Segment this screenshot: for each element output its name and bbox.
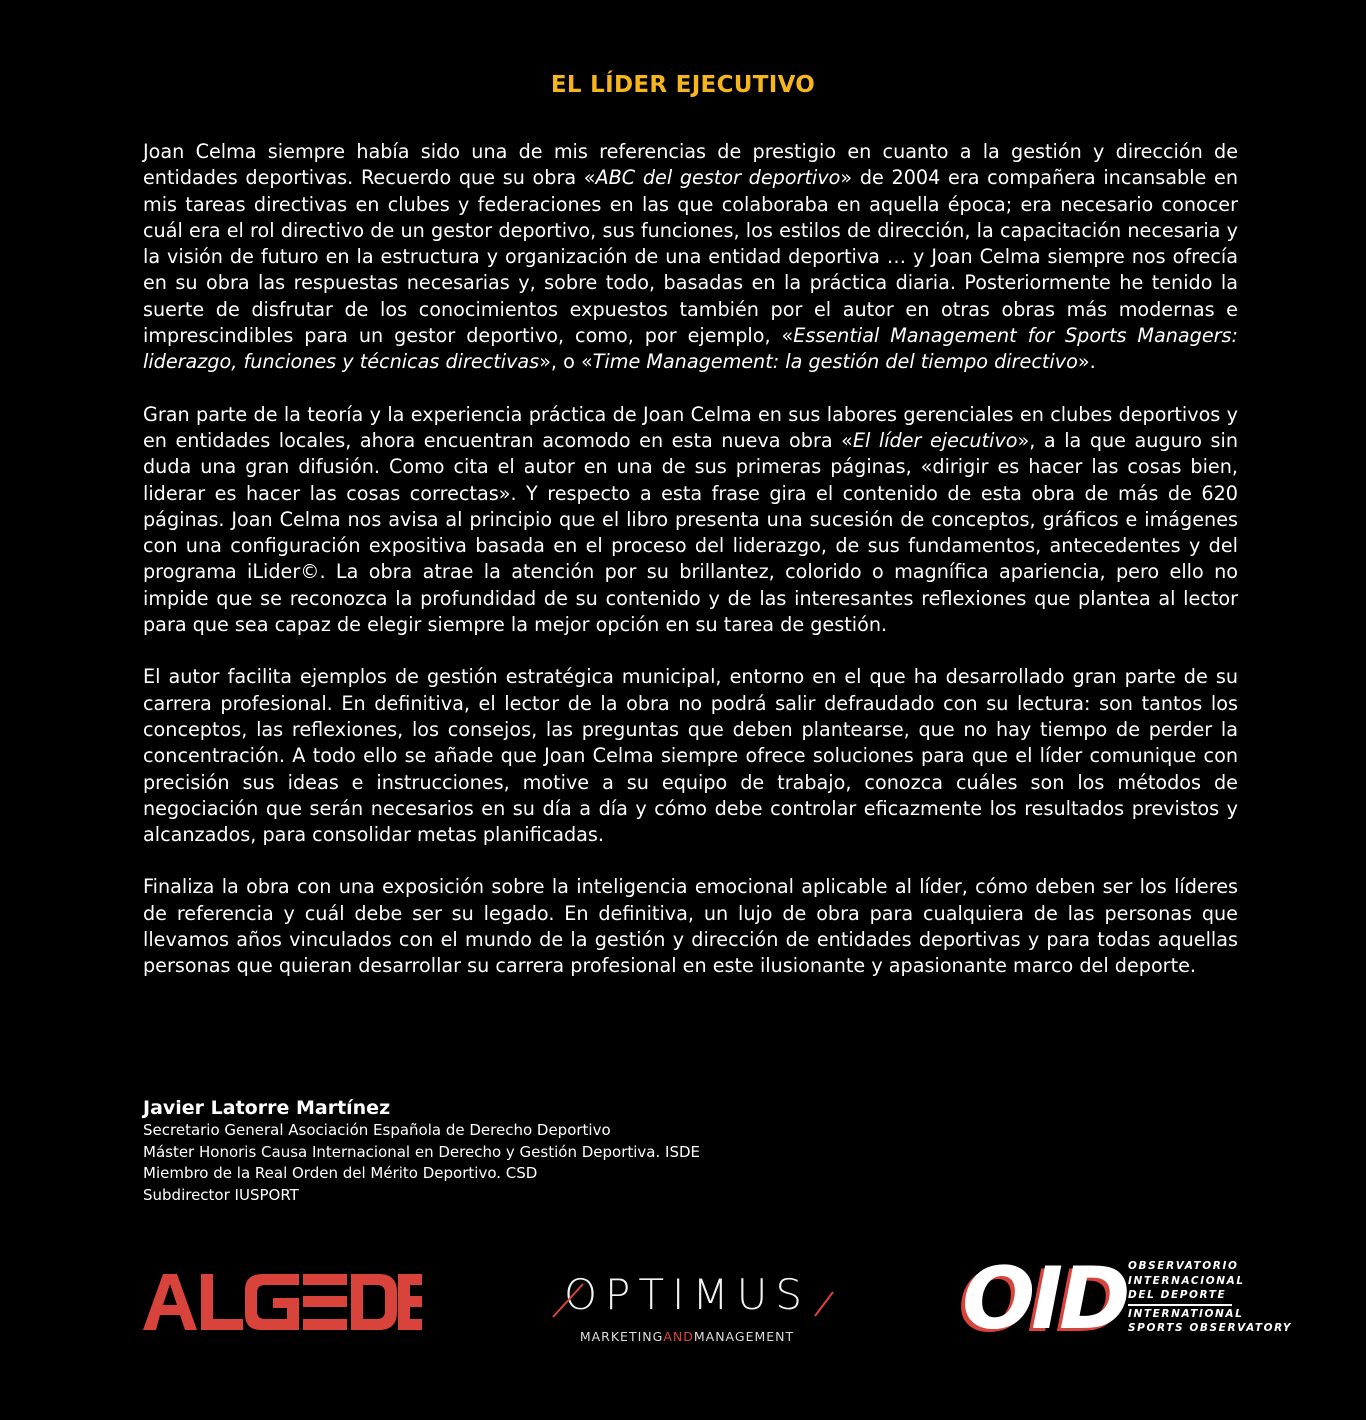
oid-mark: OID bbox=[962, 1249, 1127, 1349]
body-paragraph bbox=[143, 402, 1238, 639]
algede-letter-e-bar bbox=[303, 1319, 347, 1330]
paragraph-text: Finaliza la obra con una exposición sobre la inteligencia emocional aplicable al líder, cómo deben ser los líderes de referencia y cuál debe ser su legado. En definitiva, un lujo de obra para cualquiera de las personas que llevamos años vinculados con el mundo de la gestión y dirección de entidades deportivas y para todas aquellas personas que quieran desarrollar su carrera profesional en este ilusionante y apasionante marco del deporte. bbox=[143, 875, 1238, 978]
body-paragraph bbox=[143, 664, 1238, 848]
oid-line: INTERNATIONAL bbox=[1128, 1307, 1244, 1320]
signature-block bbox=[143, 1096, 700, 1206]
book-title: ABC del gestor deportivo bbox=[595, 166, 841, 190]
algede-logo bbox=[141, 1272, 423, 1330]
paragraph-text: Gran parte de la teoría y la experiencia práctica de Joan Celma en sus labores gerenciales en clubes deportivos y en entidades locales, ahora encuentran acomodo en esta nueva obra « bbox=[143, 402, 1238, 452]
oid-line: OBSERVATORIO bbox=[1128, 1260, 1239, 1272]
paragraph-text: ». bbox=[1077, 350, 1096, 374]
author-name: Javier Latorre Martínez bbox=[143, 1097, 391, 1119]
optimus-logo bbox=[533, 1270, 841, 1350]
oid-line: SPORTS OBSERVATORY bbox=[1128, 1322, 1293, 1334]
optimus-tagline: MARKETINGANDMANAGEMENT bbox=[579, 1329, 795, 1344]
oid-text-block bbox=[1128, 1259, 1292, 1336]
algede-letter-g bbox=[245, 1274, 299, 1330]
paragraph-text: El autor facilita ejemplos de gestión estratégica municipal, entorno en el que ha desarrollado gran parte de su carrera profesional. En definitiva, el lector de la obra no podrá salir defraudado con su lectura: son tantos los conceptos, las reflexiones, los consejos, las preguntas que deben plantearse, que no hay tiempo de perder la concentración. A todo ello se añade que Joan Celma siempre ofrece soluciones para que el líder comunique con precisión sus ideas e instrucciones, motive a su equipo de trabajo, conozca cuáles son los métodos de negociación que serán necesarios en su día a día y cómo debe controlar eficazmente los resultados previstos y alcanzados, para consolidar metas planificadas. bbox=[143, 665, 1238, 847]
author-title-line: Máster Honoris Causa Internacional en Derecho y Gestión Deportiva. ISDE bbox=[143, 1142, 700, 1161]
book-title: Time Management: la gestión del tiempo directivo bbox=[592, 350, 1078, 374]
author-title-line: Subdirector IUSPORT bbox=[143, 1185, 299, 1204]
oid-divider bbox=[1128, 1304, 1232, 1306]
algede-letter-e-bar bbox=[303, 1296, 347, 1307]
paragraph-text: » de 2004 era compañera incansable en mis tareas directivas en clubes y federaciones en las que colaboraba en aquella época; era necesario conocer cuál era el rol directivo de un gestor deportivo, sus funciones, los estilos de dirección, la capacitación necesaria y la visión de futuro en la estructura y organización de una entidad deportiva … y Joan Celma siempre nos ofrecía en su obra las respuestas necesarias y, sobre todo, basadas en la práctica diaria. Posteriormente he tenido la suerte de disfrutar de los conocimientos expuestos también por el autor en otras obras más modernas e imprescindibles para un gestor deportivo, como, por ejemplo, « bbox=[143, 166, 1238, 348]
oid-line: DEL DEPORTE bbox=[1128, 1289, 1227, 1301]
page-title: EL LÍDER EJECUTIVO bbox=[550, 72, 816, 98]
book-title: Essential Management for Sports Managers: liderazgo, funciones y técnicas directivas bbox=[143, 324, 1238, 374]
author-title-line: Secretario General Asociación Española de Derecho Deportivo bbox=[143, 1121, 611, 1139]
oid-logo bbox=[962, 1249, 1293, 1349]
optimus-slash-icon bbox=[533, 1270, 841, 1330]
body-paragraph bbox=[143, 874, 1238, 979]
book-title: El líder ejecutivo bbox=[852, 428, 1018, 452]
algede-letter-e bbox=[398, 1274, 422, 1330]
author-title-line: Miembro de la Real Orden del Mérito Deportivo. CSD bbox=[143, 1164, 538, 1182]
body-paragraph bbox=[143, 139, 1238, 376]
algede-letter-d bbox=[351, 1274, 397, 1330]
algede-letter-l bbox=[201, 1274, 243, 1330]
algede-letter-a bbox=[143, 1274, 197, 1330]
algede-letter-e-bar bbox=[303, 1274, 347, 1285]
paragraph-text: Joan Celma siempre había sido una de mis referencias de prestigio en cuanto a la gestión y dirección de entidades deportivas. Recuerdo que su obra « bbox=[143, 140, 1238, 190]
article-body bbox=[143, 139, 1238, 1006]
paragraph-text: », o « bbox=[539, 350, 593, 374]
paragraph-text: », a la que auguro sin duda una gran difusión. Como cita el autor en una de sus primeras páginas, «dirigir es hacer las cosas bien, liderar es hacer las cosas correctas». Y respecto a esta frase gira el contenido de esta obra de más de 620 páginas. Joan Celma nos avisa al principio que el libro presenta una sucesión de conceptos, gráficos e imágenes con una configuración expositiva basada en el proceso del liderazgo, de sus fundamentos, antecedentes y del programa iLider©. La obra atrae la atención por su brillantez, colorido o magnífica apariencia, pero ello no impide que se reconozca la profundidad de su contenido y de las interesantes reflexiones que plantea al lector para que sea capaz de elegir siempre la mejor opción en su tarea de gestión. bbox=[143, 428, 1238, 637]
optimus-wordmark: OPTIMUS bbox=[563, 1270, 811, 1319]
oid-line: INTERNACIONAL bbox=[1128, 1274, 1245, 1287]
